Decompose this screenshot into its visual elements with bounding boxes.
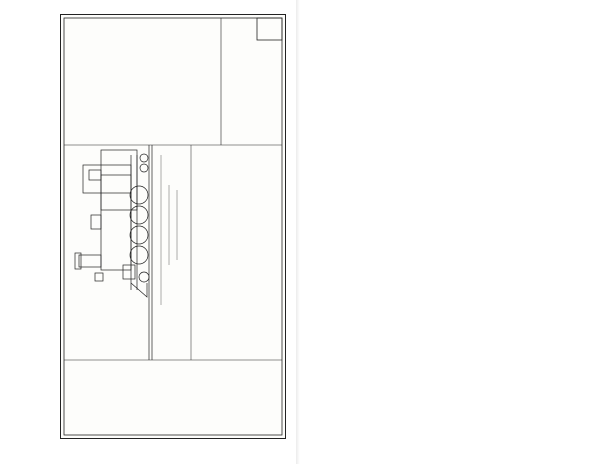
- history-text: [318, 8, 588, 16]
- locomotive-diagram: [61, 15, 285, 438]
- locomotive-diagram-sheet: [60, 14, 286, 439]
- locomotive-elevation: [75, 145, 152, 360]
- dimension-lines: [161, 155, 177, 305]
- right-page: [300, 0, 600, 464]
